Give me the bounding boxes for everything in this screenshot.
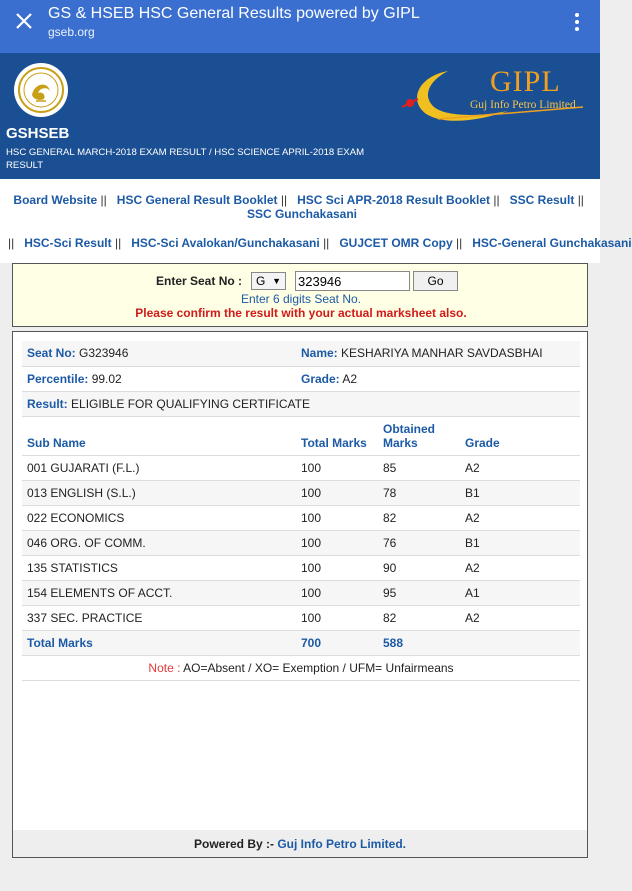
- exam-subtitle: HSC GENERAL MARCH-2018 EXAM RESULT / HSC SCIENCE APRIL-2018 EXAM RESULT: [6, 147, 365, 171]
- table-row: [22, 505, 580, 530]
- close-icon[interactable]: [13, 10, 35, 32]
- result-panel: [12, 331, 588, 858]
- footer-powered-by: [12, 830, 588, 858]
- link-board-website[interactable]: Board Website: [13, 193, 98, 207]
- table-row: [22, 480, 580, 505]
- company-link[interactable]: Guj Info Petro Limited.: [277, 837, 407, 851]
- nav-links: [0, 179, 632, 263]
- link-separator: ||: [280, 193, 288, 207]
- subject-obtained: 76: [378, 530, 460, 555]
- more-vert-icon[interactable]: [570, 12, 584, 32]
- link-hsc-sci-booklet[interactable]: HSC Sci APR-2018 Result Booklet: [297, 193, 491, 207]
- column-header: Grade: [460, 416, 580, 455]
- link-separator: ||: [8, 236, 15, 250]
- subject-obtained: 85: [378, 455, 460, 480]
- link-ssc-gunchakasani[interactable]: SSC Gunchakasani: [246, 207, 358, 221]
- total-obtained-marks: 588: [378, 630, 460, 655]
- subject-name: 135 STATISTICS: [22, 555, 296, 580]
- seat-search-panel: [12, 263, 588, 327]
- brand-title: GSHSEB: [6, 125, 70, 142]
- seat-no-label: Seat No:: [27, 346, 76, 361]
- subject-grade: A2: [460, 605, 580, 630]
- student-name: KESHARIYA MANHAR SAVDASBHAI: [341, 346, 543, 361]
- subject-grade: B1: [460, 530, 580, 555]
- subject-total: 100: [296, 505, 378, 530]
- link-hsc-sci-avalokan[interactable]: HSC-Sci Avalokan/Gunchakasani: [131, 236, 320, 250]
- series-value: G: [256, 274, 266, 288]
- note-row: [22, 655, 580, 680]
- column-header: Total Marks: [296, 416, 378, 455]
- total-max-marks: 700: [296, 630, 378, 655]
- subject-obtained: 82: [378, 505, 460, 530]
- subject-grade: A2: [460, 555, 580, 580]
- link-ssc-result[interactable]: SSC Result: [509, 193, 575, 207]
- go-button[interactable]: Go: [413, 271, 458, 291]
- subject-grade: A2: [460, 455, 580, 480]
- table-row: [22, 455, 580, 480]
- page-url: gseb.org: [48, 25, 95, 39]
- confirm-warning: Please confirm the result with your actual marksheet also.: [135, 306, 467, 320]
- gipl-logo-text: GIPL: [490, 65, 561, 98]
- link-hsc-general-gunchakasani[interactable]: HSC-General Gunchakasani: [472, 236, 632, 250]
- link-separator: ||: [456, 236, 463, 250]
- seat-label: Enter Seat No :: [156, 274, 243, 288]
- link-separator: ||: [493, 193, 500, 207]
- total-row: [22, 630, 580, 655]
- subject-name: 154 ELEMENTS OF ACCT.: [22, 580, 296, 605]
- subject-name: 046 ORG. OF COMM.: [22, 530, 296, 555]
- table-row: [22, 530, 580, 555]
- subject-obtained: 95: [378, 580, 460, 605]
- subject-total: 100: [296, 455, 378, 480]
- page-title: GS & HSEB HSC General Results powered by GIPL: [48, 5, 420, 22]
- subject-total: 100: [296, 530, 378, 555]
- site-header: [0, 53, 600, 179]
- powered-label: Powered By :-: [193, 837, 274, 851]
- subject-total: 100: [296, 480, 378, 505]
- column-header: Obtained Marks: [378, 416, 460, 455]
- subject-grade: B1: [460, 480, 580, 505]
- subject-name: 013 ENGLISH (S.L.): [22, 480, 296, 505]
- seat-no-value: G323946: [79, 346, 129, 361]
- link-separator: ||: [114, 236, 122, 250]
- series-select[interactable]: [251, 272, 286, 290]
- subject-grade: A1: [460, 580, 580, 605]
- link-separator: ||: [323, 236, 330, 250]
- note-label: Note :: [148, 660, 181, 675]
- subject-obtained: 90: [378, 555, 460, 580]
- subject-name: 022 ECONOMICS: [22, 505, 296, 530]
- dropdown-arrow-icon: ▼: [272, 276, 281, 286]
- browser-toolbar: [0, 0, 600, 53]
- table-row: [22, 580, 580, 605]
- subject-obtained: 82: [378, 605, 460, 630]
- grade-value: A2: [342, 371, 358, 386]
- result-status: ELIGIBLE FOR QUALIFYING CERTIFICATE: [71, 396, 310, 411]
- total-label: Total Marks: [22, 630, 296, 655]
- link-hsc-sci-result[interactable]: HSC-Sci Result: [24, 236, 112, 250]
- table-row: [22, 555, 580, 580]
- name-label: Name:: [301, 346, 338, 361]
- seat-hint: Enter 6 digits Seat No.: [240, 292, 362, 306]
- result-label: Result:: [27, 396, 68, 411]
- percentile-label: Percentile:: [27, 371, 89, 386]
- subject-total: 100: [296, 605, 378, 630]
- link-gujcet-omr[interactable]: GUJCET OMR Copy: [339, 236, 453, 250]
- link-separator: ||: [577, 193, 584, 207]
- subject-total: 100: [296, 555, 378, 580]
- link-separator: ||: [100, 193, 107, 207]
- column-header: Sub Name: [22, 416, 296, 455]
- table-row: [22, 605, 580, 630]
- percentile-value: 99.02: [91, 371, 122, 386]
- subject-name: 001 GUJARATI (F.L.): [22, 455, 296, 480]
- grade-label: Grade:: [301, 371, 340, 386]
- link-hsc-general-booklet[interactable]: HSC General Result Booklet: [116, 193, 278, 207]
- subject-total: 100: [296, 580, 378, 605]
- gipl-logo-subtext: Guj Info Petro Limited: [470, 99, 576, 111]
- board-seal-logo: [14, 63, 68, 117]
- subject-name: 337 SEC. PRACTICE: [22, 605, 296, 630]
- result-table: [22, 341, 580, 681]
- seat-number-input[interactable]: [295, 271, 410, 291]
- note-text: AO=Absent / XO= Exemption / UFM= Unfairmeans: [183, 660, 454, 675]
- subject-grade: A2: [460, 505, 580, 530]
- subject-obtained: 78: [378, 480, 460, 505]
